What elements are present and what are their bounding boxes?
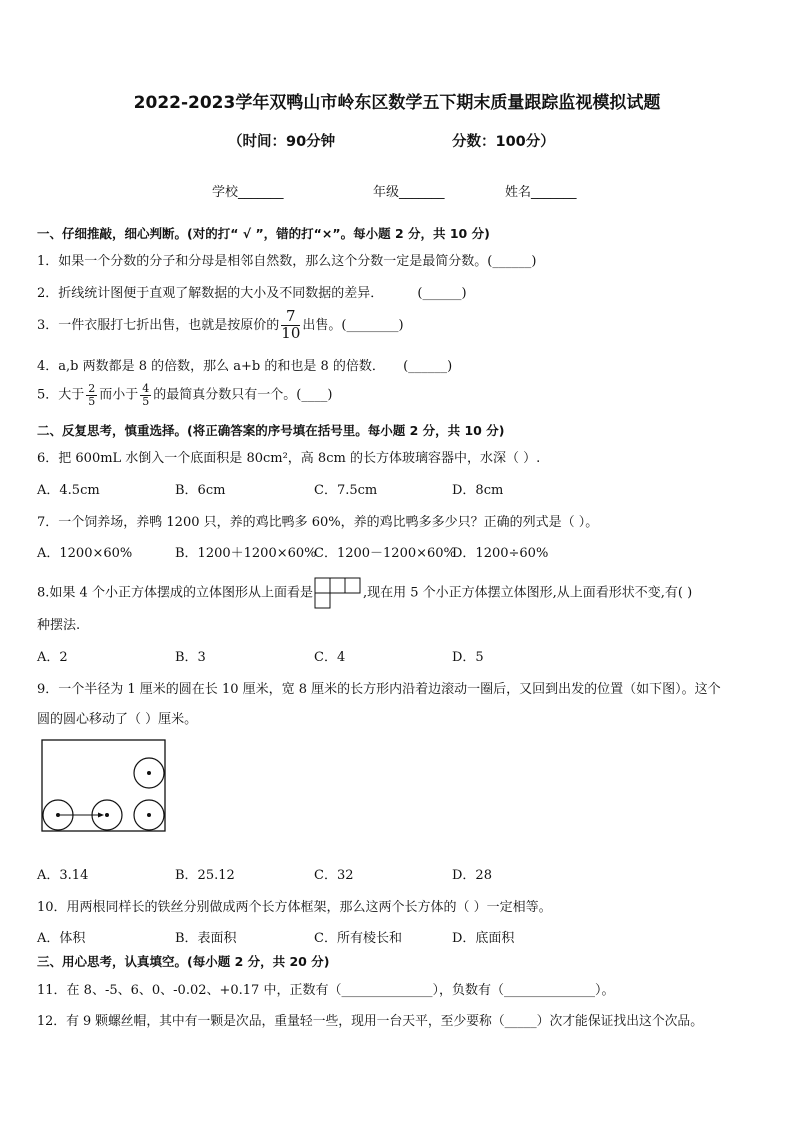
question-5: [37, 383, 332, 407]
q6-option-b: B．6cm: [175, 483, 226, 498]
question-3-blank: 出售。(________): [302, 317, 404, 333]
q9-option-d: D．28: [452, 868, 492, 883]
q6-option-d: D．8cm: [452, 483, 504, 498]
question-3: [37, 309, 404, 342]
grade-field: 年级_______: [373, 185, 445, 200]
question-5-blank: 的最简真分数只有一个。(____): [153, 387, 333, 403]
question-5-text-b: 而小于: [99, 387, 139, 403]
fraction-7-10: $\frac{7}{10}$: [281, 307, 301, 342]
section-2-heading: 二、反复思考，慎重选择。(将正确答案的序号填在括号里。每小题 2 分，共 10 分): [37, 423, 505, 438]
section-1-heading: 一、仔细推敲，细心判断。(对的打“ √ ”，错的打“×”。每小题 2 分，共 10 分): [37, 226, 490, 241]
exam-score: 分数：100分）: [452, 134, 555, 150]
question-9: 9．一个半径为 1 厘米的圆在长 10 厘米，宽 8 厘米的长方形内沿着边滚动一圈后，又回到出发的位置（如下图）。这个: [37, 682, 721, 697]
question-9-continued: 圆的圆心移动了（ ）厘米。: [37, 712, 198, 727]
q9-option-b: B．25.12: [175, 868, 235, 883]
fraction-2-5: $\frac{2}{5}$: [88, 382, 96, 408]
q10-option-a: A．体积: [37, 931, 86, 946]
q6-option-a: A．4.5cm: [37, 483, 100, 498]
school-field: 学校_______: [212, 185, 284, 200]
q10-option-d: D．底面积: [452, 931, 515, 946]
q10-option-b: B．表面积: [175, 931, 237, 946]
question-8-text-a: 8.如果 4 个小正方体摆成的立体图形从上面看是: [37, 585, 313, 601]
question-5-text-a: 5．大于: [37, 387, 85, 403]
rolling-circle-figure: [40, 738, 168, 834]
question-4-text: 4．a,b 两数都是 8 的倍数，那么 a+b 的和也是 8 的倍数．: [37, 359, 385, 374]
question-2: [37, 282, 467, 301]
question-3-text: 3．一件衣服打七折出售，也就是按原价的: [37, 317, 280, 333]
question-2-blank: (______): [417, 286, 467, 301]
section-3-heading: 三、用心思考，认真填空。(每小题 2 分，共 20 分): [37, 954, 330, 969]
fraction-4-5: $\frac{4}{5}$: [142, 382, 150, 408]
q7-option-a: A．1200×60%: [37, 546, 133, 561]
q9-option-a: A．3.14: [37, 868, 89, 883]
q7-option-b: B．1200＋1200×60%: [175, 546, 317, 561]
question-10: 10．用两根同样长的铁丝分别做成两个长方体框架，那么这两个长方体的（ ）一定相等。: [37, 900, 552, 915]
question-8: [37, 577, 692, 609]
question-6: 6．把 600mL 水倒入一个底面积是 80cm²，高 8cm 的长方体玻璃容器中，水深（ ）.: [37, 451, 541, 466]
q10-option-c: C．所有棱长和: [314, 931, 402, 946]
page-title: 2022-2023学年双鸭山市岭东区数学五下期末质量跟踪监视模拟试题: [133, 93, 661, 113]
q7-option-d: D．1200÷60%: [452, 546, 549, 561]
question-4-blank: (______): [403, 359, 453, 374]
question-2-text: 2．折线统计图便于直观了解数据的大小及不同数据的差异．: [37, 286, 384, 301]
q6-option-c: C．7.5cm: [314, 483, 378, 498]
question-7: 7．一个饲养场，养鸭 1200 只，养的鸡比鸭多 60%，养的鸡比鸭多多少只？正确的列式是（ ）。: [37, 515, 599, 530]
question-11: 11．在 8、-5、6、0、-0.02、+0.17 中，正数有（______________），负数有（______________）。: [37, 983, 615, 998]
question-4: [37, 355, 452, 374]
question-12: 12．有 9 颗螺丝帽，其中有一颗是次品，重量轻一些，现用一台天平，至少要称（_____）次才能保证找出这个次品。: [37, 1014, 704, 1029]
q8-option-c: C．4: [314, 650, 346, 665]
q8-option-d: D．5: [452, 650, 484, 665]
exam-time: （时间：90分钟: [228, 134, 336, 150]
q9-option-c: C．32: [314, 868, 354, 883]
question-1: 1．如果一个分数的分子和分母是相邻自然数，那么这个分数一定是最简分数。(______): [37, 254, 537, 269]
question-8-continued: 种摆法.: [37, 618, 81, 633]
q7-option-c: C．1200－1200×60%: [314, 546, 456, 561]
q8-option-b: B．3: [175, 650, 206, 665]
q8-option-a: A．2: [37, 650, 68, 665]
question-8-text-b: ,现在用 5 个小正方体摆立体图形,从上面看形状不变,有( ): [362, 585, 693, 601]
top-view-figure: [314, 577, 362, 609]
name-field: 姓名_______: [505, 185, 577, 200]
